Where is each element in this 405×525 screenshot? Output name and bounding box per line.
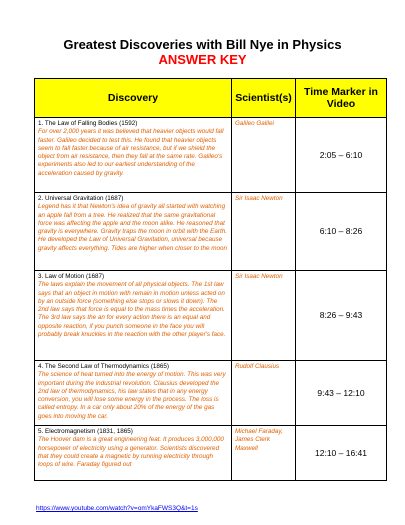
- video-link[interactable]: https://www.youtube.com/watch?v=omYkaFWS3Q&t=1s: [36, 505, 198, 512]
- answer-key-label: ANSWER KEY: [158, 52, 247, 67]
- time-marker-cell: 9:43 – 12:10: [296, 361, 387, 426]
- discovery-description: For over 2,000 years it was believed that heavier objects would fall faster. Galileo decided to test this. He found that heavier objects seem to fall faster because of air resistance, but if we shield the object from air resistance, then they fall at the same rate. Galileo's experiments also led to our earliest understanding of the acceleration caused by gravity.: [38, 128, 224, 177]
- scientist-cell: Galileo Galilei: [232, 118, 296, 193]
- discovery-heading: 2. Universal Gravitation (1687): [38, 195, 124, 202]
- scientist-cell: Rudolf Clausius: [232, 361, 296, 426]
- time-marker-cell: 2:05 – 6:10: [296, 118, 387, 193]
- discovery-heading: 1. The Law of Falling Bodies (1592): [38, 120, 138, 127]
- table-header-row: [35, 79, 387, 118]
- discovery-description: Legend has it that Newton's idea of gravity all started with watching an apple fall from a tree. He realized that the same gravitational force was affecting the apple and the moon alike. He reasoned that gravity is everywhere. Gravity traps the moon in orbit with the Earth. He developed the Law of Universal Gravitation, universal because gravity affects everything. Tides are higher when closer to the moon: [38, 203, 227, 252]
- scientist-cell: Michael Faraday, James Clerk Maxwell: [232, 426, 296, 481]
- discovery-heading: 4. The Second Law of Thermodynamics (1865): [38, 363, 170, 370]
- discovery-cell: [35, 361, 232, 426]
- discovery-cell: [35, 193, 232, 271]
- table-row: [35, 361, 387, 426]
- discovery-cell: [35, 271, 232, 361]
- discovery-heading: 3. Law of Motion (1687): [38, 273, 105, 280]
- discovery-cell: [35, 118, 232, 193]
- discovery-description: The laws explain the movement of all physical objects. The 1st law says that an object in motion with remain in motion unless acted on by an outside force (something else stops or slows it down). The 2nd law says that force is equal to the mass times the acceleration. The 3rd law says the an for every action there is an equal and opposite reaction, if you punch someone in the face you will probably break knuckles in the reaction with the other player's face.: [38, 281, 226, 339]
- header-time-marker: Time Marker in Video: [296, 79, 387, 118]
- header-discovery: Discovery: [35, 79, 232, 118]
- discovery-heading: 5. Electromagnetism (1831, 1865): [38, 428, 133, 435]
- table-row: [35, 271, 387, 361]
- table-row: [35, 426, 387, 481]
- time-marker-cell: 12:10 – 16:41: [296, 426, 387, 481]
- scientist-cell: Sir Isaac Newton: [232, 193, 296, 271]
- table-row: [35, 118, 387, 193]
- scientist-cell: Sir Isaac Newton: [232, 271, 296, 361]
- table-row: [35, 193, 387, 271]
- discovery-description: The Hoover dam is a great engineering feat. It produces 3,000,000 horsepower of electricity using a generator. Scientists discovered that they could create a magnetic by running electricity through loops of wire. Faraday figured out: [38, 436, 224, 469]
- page-title: Greatest Discoveries with Bill Nye in Physics: [63, 37, 342, 52]
- discovery-cell: [35, 426, 232, 481]
- discovery-description: The science of heat turned into the energy of motion. This was very important during the industrial revolution. Clausius developed the 2nd law of thermodynamics, his law states that in any energy conversion, you will lose some energy in the process. The loss is called entropy. In a car only about 20% of the energy of the gas goes into moving the car.: [38, 371, 226, 420]
- discoveries-table: [34, 78, 387, 481]
- header-scientists: Scientist(s): [232, 79, 296, 118]
- time-marker-cell: 8:26 – 9:43: [296, 271, 387, 361]
- time-marker-cell: 6:10 – 8:26: [296, 193, 387, 271]
